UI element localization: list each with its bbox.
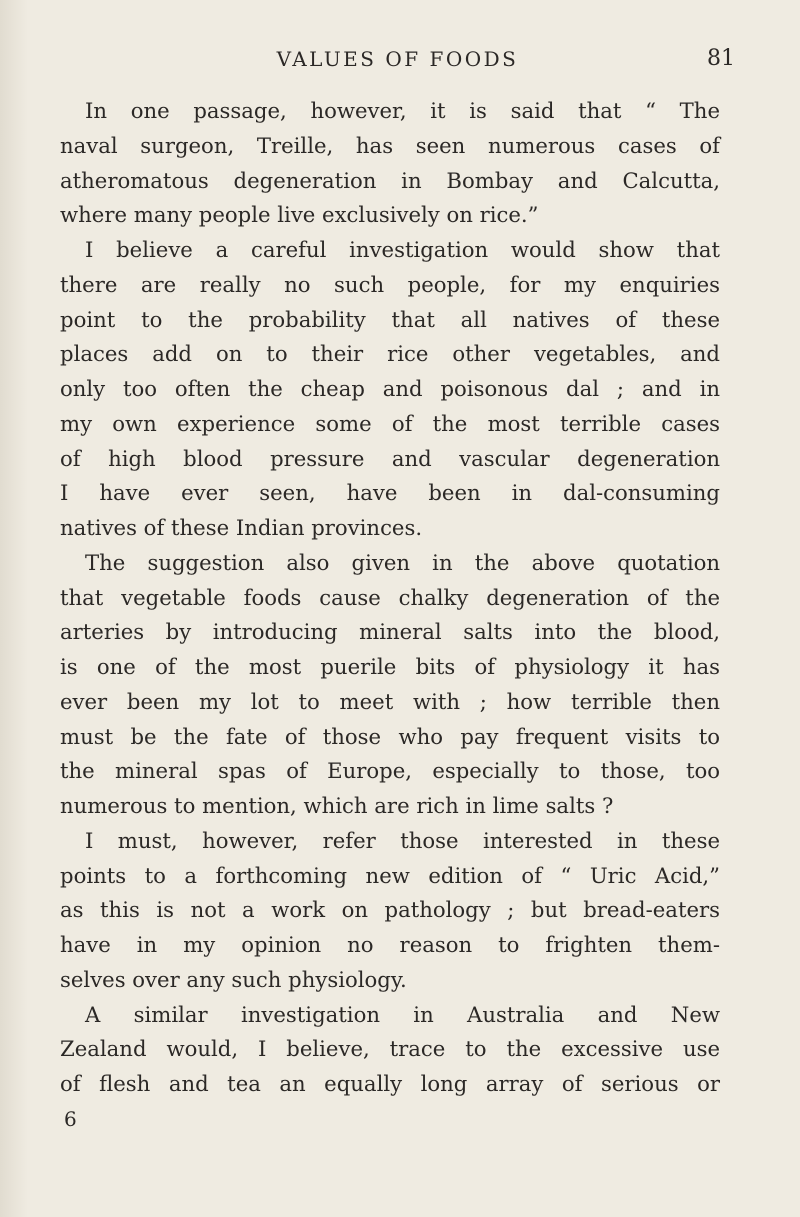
text-line: numerous to mention, which are rich in lime salts ? [60, 793, 614, 818]
text-line: In one passage, however, it is said that “ The [85, 98, 720, 123]
text-line: as this is not a work on pathology ; but bread-eaters [60, 897, 720, 923]
page-header [60, 44, 735, 74]
text-line: selves over any such physiology. [60, 966, 407, 992]
text-line: natives of these Indian provinces. [60, 515, 423, 540]
text-line: The suggestion also given in the above quotation [85, 549, 720, 575]
text-line: the mineral spas of Europe, especially to those, too [60, 758, 720, 784]
text-line: is one of the most puerile bits of physiology it has [60, 654, 720, 679]
running-head: VALUES OF FOODS [276, 47, 519, 71]
text-line: point to the probability that all natives of these [60, 306, 720, 332]
text-line: atheromatous degeneration in Bombay and Calcutta, [60, 167, 720, 193]
text-line: I have ever seen, have been in dal-consuming [60, 480, 720, 506]
text-line: A similar investigation in Australia and New [85, 1001, 720, 1027]
signature-mark: 6 [64, 1107, 77, 1131]
text-line: ever been my lot to meet with ; how terrible then [60, 688, 720, 714]
text-line: arteries by introducing mineral salts into the blood, [60, 619, 720, 645]
text-line: there are really no such people, for my enquiries [60, 271, 720, 297]
text-line: I believe a careful investigation would show that [85, 237, 720, 262]
text-line: that vegetable foods cause chalky degeneration of the [60, 584, 720, 610]
text-line: Zealand would, I believe, trace to the excessive use [60, 1036, 720, 1062]
body-text [60, 94, 720, 1102]
text-line: of flesh and tea an equally long array of serious or [60, 1071, 720, 1096]
page-number: 81 [707, 46, 735, 71]
text-line: points to a forthcoming new edition of “ Uric Acid,” [60, 862, 720, 888]
text-line: where many people live exclusively on rice.” [60, 202, 539, 228]
text-line: must be the fate of those who pay frequent visits to [60, 723, 720, 749]
text-line: have in my opinion no reason to frighten them- [60, 932, 720, 957]
text-line: places add on to their rice other vegetables, and [60, 341, 720, 367]
text-line: my own experience some of the most terrible cases [60, 410, 720, 436]
text-line: I must, however, refer those interested in these [85, 827, 720, 853]
text-line: only too often the cheap and poisonous dal ; and in [60, 376, 720, 401]
text-line: of high blood pressure and vascular degeneration [60, 445, 720, 471]
text-line: naval surgeon, Treille, has seen numerous cases of [60, 132, 720, 158]
